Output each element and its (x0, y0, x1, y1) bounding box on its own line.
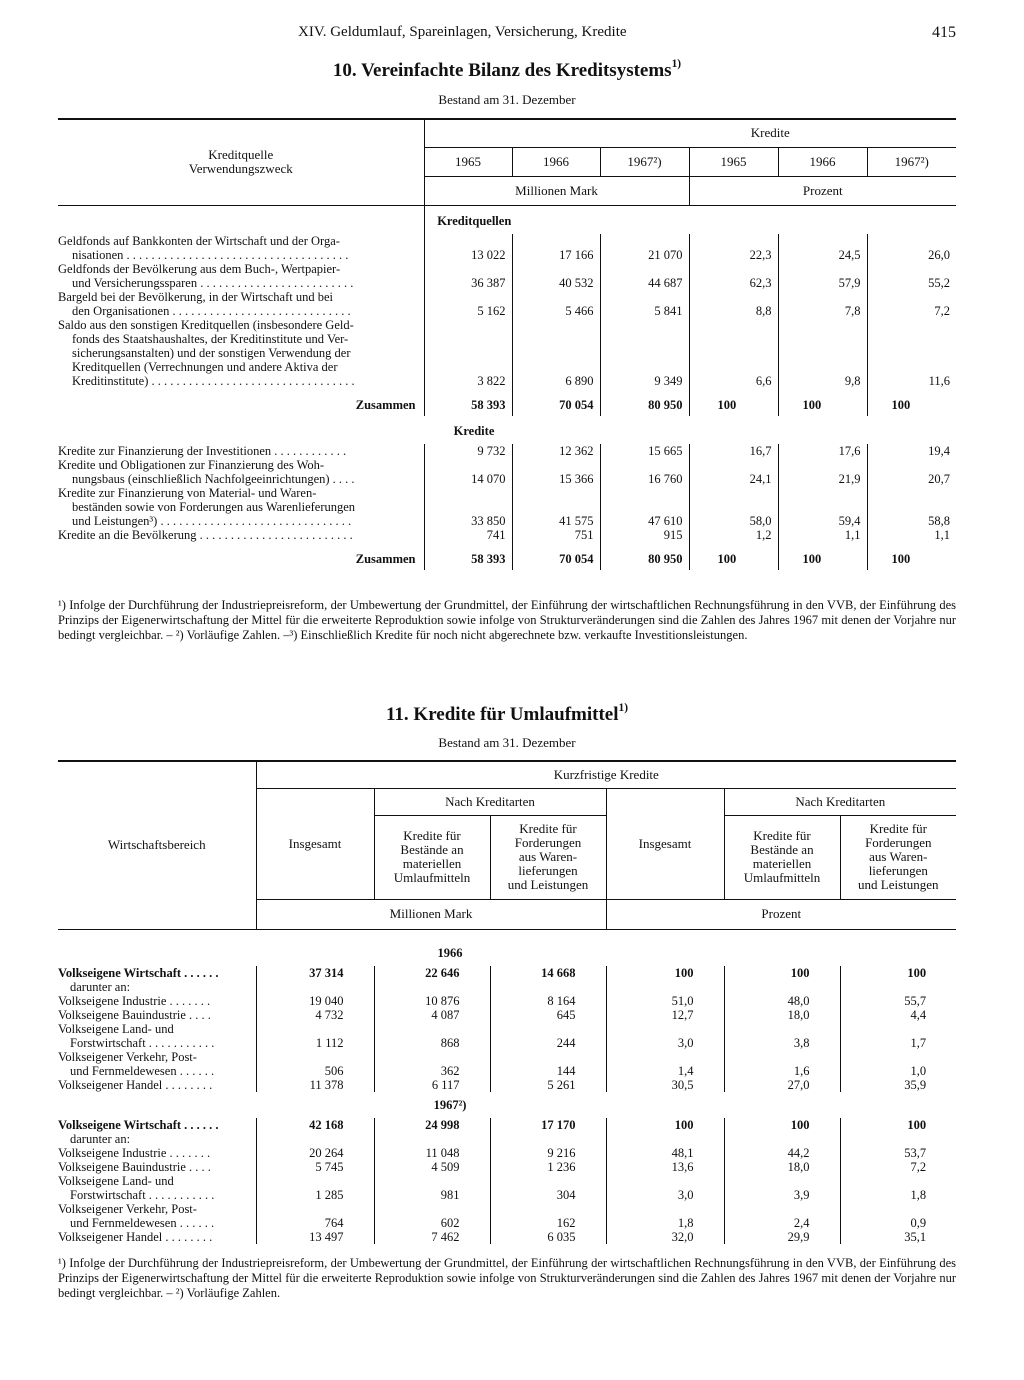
table11-cell: 645 (490, 1008, 606, 1022)
table11-row-label (58, 980, 256, 994)
table11-col-b: Kredite für Forderungen aus Waren- lieferungen und Leistungen (840, 815, 956, 899)
table10-cell: 1,2 (689, 528, 778, 542)
table11-row-label-text: Volkseigene Industrie . . . . . . . (58, 1146, 211, 1160)
table10-cell: 3 822 (424, 318, 512, 388)
table11-row (58, 1022, 956, 1050)
table11-cell: 29,9 (724, 1230, 840, 1244)
table11-cell: 3,0 (606, 1022, 724, 1050)
table11-cell: 6 035 (490, 1230, 606, 1244)
table10-total-cell: 100 (867, 388, 956, 416)
table11-cell: 764 (256, 1202, 374, 1230)
table11-cell: 19 040 (256, 994, 374, 1008)
table10-total-cell: 58 393 (424, 388, 512, 416)
table11-row-label (58, 1078, 256, 1092)
table11-row (58, 1118, 956, 1132)
table11-row-label (58, 1146, 256, 1160)
table11-cell: 8 164 (490, 994, 606, 1008)
table11-cell: 5 261 (490, 1078, 606, 1092)
table11-year-row (58, 940, 956, 966)
table11-row-label-text: und Fernmeldewesen . . . . . . (70, 1064, 215, 1078)
table11-cell: 1 285 (256, 1174, 374, 1202)
running-header (58, 24, 956, 46)
table11-cell: 30,5 (606, 1078, 724, 1092)
table11-row-label-text: darunter an: (70, 980, 131, 994)
table10-stub-head: Kreditquelle Verwendungszweck (58, 119, 424, 205)
table11-year-label: 1967²) (433, 1098, 467, 1112)
table11-cell: 1,4 (606, 1050, 724, 1078)
table11-footnote: ¹) Infolge der Durchführung der Industriepreisreform, der Umbewertung der Grundmittel, der Einführung der wirtschaftlichen Rechnungsführung in den VVB, der Einführung des Prinzips der Eigenerwirtschaftung der Mittel für die erweiterte Reproduktion sowie infolge von Strukturveränderungen sind die Zahlen des Jahres 1967 mit denen der Vorjahre nur bedingt vergleichbar. – ²) Vorläufige Zahlen. (58, 1256, 956, 1300)
table11-cell: 304 (490, 1174, 606, 1202)
table10-total-cell: 70 054 (512, 542, 600, 570)
table11-cell: 100 (840, 966, 956, 980)
table10-cell: 14 070 (424, 458, 512, 486)
table11-row-label-text: Volkseigener Handel . . . . . . . . (58, 1078, 213, 1092)
table11-cell: 506 (256, 1050, 374, 1078)
table11-cell: 1,6 (724, 1050, 840, 1078)
table11-col-b: Kredite für Forderungen aus Waren- lieferungen und Leistungen (490, 815, 606, 899)
table11-row (58, 1008, 956, 1022)
table10-unit-pct: Prozent (689, 176, 956, 205)
table11-cell: 7 462 (374, 1230, 490, 1244)
table11-cell: 11 048 (374, 1146, 490, 1160)
table11-cell: 35,1 (840, 1230, 956, 1244)
table11-cell: 27,0 (724, 1078, 840, 1092)
table11-cell (374, 980, 490, 994)
table10-cell: 5 841 (600, 290, 689, 318)
table10-cell: 6,6 (689, 318, 778, 388)
table11-col-a: Kredite für Bestände an materiellen Umlaufmitteln (374, 815, 490, 899)
table11-row-label-text: Forstwirtschaft . . . . . . . . . . . (70, 1036, 215, 1050)
table11-row (58, 1078, 956, 1092)
table10-cell: 9 732 (424, 444, 512, 458)
table11-cell: 100 (840, 1118, 956, 1132)
table10-cell: 17,6 (778, 444, 867, 458)
table11-row-label-text: Volkseigene Wirtschaft . . . . . . (58, 966, 219, 980)
table11-cell: 4 509 (374, 1160, 490, 1174)
table11-cell: 1,8 (840, 1174, 956, 1202)
table11-row-label (58, 1008, 256, 1022)
table10-title: 10. Vereinfachte Bilanz des Kreditsystems$^{1)}$ (332, 58, 682, 81)
table11-body (58, 940, 956, 1244)
table11-row (58, 1230, 956, 1244)
table11-cell: 1 112 (256, 1022, 374, 1050)
table11-cell: 18,0 (724, 1160, 840, 1174)
table10-cell: 20,7 (867, 458, 956, 486)
table11-row-label (58, 1160, 256, 1174)
table11-cell (256, 1132, 374, 1146)
table11-cell: 42 168 (256, 1118, 374, 1132)
table11-cell: 6 117 (374, 1078, 490, 1092)
table11-cell (256, 980, 374, 994)
table11-row-label-text: Volkseigener Handel . . . . . . . . (58, 1230, 213, 1244)
table10-cell: 24,1 (689, 458, 778, 486)
table11-row-label (58, 1230, 256, 1244)
table10-cell: 7,8 (778, 290, 867, 318)
table10-cell: 47 610 (600, 486, 689, 528)
table11-cell: 3,9 (724, 1174, 840, 1202)
table11-row (58, 994, 956, 1008)
table10-cell: 22,3 (689, 234, 778, 262)
table11-cell (490, 980, 606, 994)
table11-row (58, 980, 956, 994)
table10-year: 1965 (424, 147, 512, 176)
table11-subgroup: Nach Kreditarten (374, 788, 606, 815)
table10-total-cell: 100 (778, 388, 867, 416)
table10-cell: 36 387 (424, 262, 512, 290)
table10-cell: 1,1 (867, 528, 956, 542)
table10-cell: 57,9 (778, 262, 867, 290)
table10-cell: 44 687 (600, 262, 689, 290)
table11-cell: 20 264 (256, 1146, 374, 1160)
table11-col-total: Insgesamt (256, 788, 374, 899)
table11-cell: 602 (374, 1202, 490, 1230)
table11-cell: 100 (724, 966, 840, 980)
table10-cell: 9,8 (778, 318, 867, 388)
table10-year: 1966 (512, 147, 600, 176)
table11-subtitle: Bestand am 31. Dezember (438, 735, 576, 750)
table11-cell: 7,2 (840, 1160, 956, 1174)
table11-cell: 10 876 (374, 994, 490, 1008)
table11-cell: 4 087 (374, 1008, 490, 1022)
table11-cell: 55,7 (840, 994, 956, 1008)
table11-row-label (58, 1174, 256, 1202)
table11-cell (840, 1132, 956, 1146)
table11-year-row (58, 1092, 956, 1118)
table11-cell: 4,4 (840, 1008, 956, 1022)
table11-row (58, 1174, 956, 1202)
table10-cell: 21 070 (600, 234, 689, 262)
table11-cell: 362 (374, 1050, 490, 1078)
table11-cell: 100 (724, 1118, 840, 1132)
table11-cell: 244 (490, 1022, 606, 1050)
table11-cell: 24 998 (374, 1118, 490, 1132)
table10-cell: 751 (512, 528, 600, 542)
table11-row-label-text: Volkseigene Industrie . . . . . . . (58, 994, 211, 1008)
table11-subgroup: Nach Kreditarten (724, 788, 956, 815)
table11-col-a: Kredite für Bestände an materiellen Umlaufmitteln (724, 815, 840, 899)
table11-row-label (58, 1202, 256, 1230)
table11-cell: 48,1 (606, 1146, 724, 1160)
table11-row-label-text: Volkseigener Verkehr, Post- (58, 1050, 197, 1064)
table11-year (256, 1092, 956, 1118)
table11-row-label (58, 1132, 256, 1146)
table11-cell: 144 (490, 1050, 606, 1078)
table10-year: 1966 (778, 147, 867, 176)
table10-group-head: Kredite (424, 119, 956, 147)
table11-cell: 2,4 (724, 1202, 840, 1230)
table11-row-label (58, 1050, 256, 1078)
table10-cell: 12 362 (512, 444, 600, 458)
table11-col-total: Insgesamt (606, 788, 724, 899)
table10-cell: 33 850 (424, 486, 512, 528)
table11-cell: 1,7 (840, 1022, 956, 1050)
table10-cell: 26,0 (867, 234, 956, 262)
table11-cell: 37 314 (256, 966, 374, 980)
table11-row-label-text: Forstwirtschaft . . . . . . . . . . . (70, 1188, 215, 1202)
table11-row-label-text: Volkseigene Bauindustrie . . . . (58, 1160, 211, 1174)
table10-row-label: Geldfonds der Bevölkerung aus dem Buch-, Wertpapier- und Versicherungssparen . . . . . . . . . . . . . . . . . . . . . . . . . (58, 261, 354, 290)
table10-total-cell: 80 950 (600, 388, 689, 416)
table10-cell: 59,4 (778, 486, 867, 528)
table10-total-cell: 100 (689, 388, 778, 416)
table11-cell: 17 170 (490, 1118, 606, 1132)
table10-cell: 16,7 (689, 444, 778, 458)
table11-cell: 1,0 (840, 1050, 956, 1078)
table10-cell: 5 162 (424, 290, 512, 318)
table11-row (58, 1202, 956, 1230)
table11-cell: 868 (374, 1022, 490, 1050)
table10-total-cell: 58 393 (424, 542, 512, 570)
table10-cell: 58,8 (867, 486, 956, 528)
table11-row (58, 966, 956, 980)
table10-subtitle: Bestand am 31. Dezember (438, 92, 576, 107)
table10-cell: 16 760 (600, 458, 689, 486)
table11-cell: 32,0 (606, 1230, 724, 1244)
table10-footnote: ¹) Infolge der Durchführung der Industriepreisreform, der Umbewertung der Grundmittel, der Einführung der wirtschaftlichen Rechnungsführung in den VVB, der Einführung des Prinzips der Eigenerwirtschaftung der Mittel für die erweiterte Reproduktion sowie infolge von Strukturveränderungen sind die Zahlen des Jahres 1967 mit denen der Vorjahre nur bedingt vergleichbar. – ²) Vorläufige Zahlen. –³) Einschließlich Kredite für noch nicht abgerechnete bzw. verkaufte Investitionsleistungen. (58, 598, 956, 642)
table10-cell: 9 349 (600, 318, 689, 388)
table11-group-head: Kurzfristige Kredite (256, 761, 956, 788)
table10-cell: 24,5 (778, 234, 867, 262)
table11-row (58, 1160, 956, 1174)
table10-row-label: Kredite und Obligationen zur Finanzierung des Woh- nungsbaus (einschließlich Nachfolgeeinrichtungen) . . . . (58, 457, 355, 486)
table11-cell (724, 1132, 840, 1146)
table11-cell: 981 (374, 1174, 490, 1202)
table10-row-label: Geldfonds auf Bankkonten der Wirtschaft und der Orga- nisationen . . . . . . . . . . . . . . . . . . . . . . . . . . . . . . . . . . . . (58, 233, 349, 262)
table10-cell: 6 890 (512, 318, 600, 388)
table11-year-label: 1966 (437, 946, 463, 960)
table11-row-label-text: Volkseigener Verkehr, Post- (58, 1202, 197, 1216)
table11-cell: 1 236 (490, 1160, 606, 1174)
table11-row-label (58, 966, 256, 980)
table11-cell: 1,8 (606, 1202, 724, 1230)
table11-cell: 51,0 (606, 994, 724, 1008)
table10-cell: 41 575 (512, 486, 600, 528)
table11-row-label (58, 994, 256, 1008)
table10 (58, 118, 956, 570)
table11 (58, 760, 956, 930)
table10-total-label: Zusammen (355, 551, 416, 566)
table10-year: 1967²) (867, 147, 956, 176)
table11-cell: 0,9 (840, 1202, 956, 1230)
table10-total-cell: 70 054 (512, 388, 600, 416)
table10-cell: 58,0 (689, 486, 778, 528)
table11-row-label-text: Volkseigene Land- und (58, 1174, 174, 1188)
table11-stub-head: Wirtschaftsbereich (58, 761, 256, 929)
table11-cell (606, 1132, 724, 1146)
table11-cell: 3,0 (606, 1174, 724, 1202)
table10-row-label: Saldo aus den sonstigen Kreditquellen (insbesondere Geld- fonds des Staatshaushaltes, der Kreditinstitute und Ver- sicherungsanstalten) und der sonstigen Verwendung der Kreditquellen (Verrechnungen und andere Aktiva der Kreditinstitute) . . . . . . . . . . . . . . . . . . . . . . . . . . . . . . . . . (58, 317, 355, 388)
table11-cell: 48,0 (724, 994, 840, 1008)
table10-row-label: Kredite an die Bevölkerung . . . . . . . . . . . . . . . . . . . . . . . . . (58, 527, 353, 542)
table10-cell: 21,9 (778, 458, 867, 486)
table10-section-kredite: Kredite (453, 423, 495, 438)
table10-year: 1965 (689, 147, 778, 176)
table10-total-cell: 100 (689, 542, 778, 570)
table11-row-label (58, 1022, 256, 1050)
table11-cell (374, 1132, 490, 1146)
table11-cell: 13 497 (256, 1230, 374, 1244)
table11-cell: 18,0 (724, 1008, 840, 1022)
table11-cell: 13,6 (606, 1160, 724, 1174)
table11-cell (490, 1132, 606, 1146)
table11-year (256, 940, 956, 966)
table11-unit-abs: Millionen Mark (256, 899, 606, 929)
table11-cell: 3,8 (724, 1022, 840, 1050)
table11-cell: 9 216 (490, 1146, 606, 1160)
table10-cell: 55,2 (867, 262, 956, 290)
table10-cell: 17 166 (512, 234, 600, 262)
table11-title: 11. Kredite für Umlaufmittel$^{1)}$ (385, 702, 629, 725)
table11-cell: 5 745 (256, 1160, 374, 1174)
table11-cell: 35,9 (840, 1078, 956, 1092)
table11-cell (840, 980, 956, 994)
table11-row (58, 1132, 956, 1146)
table10-row-label: Kredite zur Finanzierung von Material- und Waren- beständen sowie von Forderungen aus Warenlieferungen und Leistungen³) . . . . . . . . . . . . . . . . . . . . . . . . . . . . . . . (58, 485, 356, 528)
table11-cell: 14 668 (490, 966, 606, 980)
page-number: 415 (932, 24, 956, 41)
table11-row (58, 1050, 956, 1078)
table10-cell: 15 366 (512, 458, 600, 486)
table10-cell: 5 466 (512, 290, 600, 318)
table11-cell: 44,2 (724, 1146, 840, 1160)
table11-cell (606, 980, 724, 994)
table11-cell: 162 (490, 1202, 606, 1230)
table11-cell: 11 378 (256, 1078, 374, 1092)
table11-unit-pct: Prozent (606, 899, 956, 929)
table10-cell: 8,8 (689, 290, 778, 318)
table11-row-label-text: darunter an: (70, 1132, 131, 1146)
table10-unit-abs: Millionen Mark (424, 176, 689, 205)
table11-cell: 22 646 (374, 966, 490, 980)
table11-cell: 4 732 (256, 1008, 374, 1022)
table10-section-kreditquellen: Kreditquellen (424, 205, 956, 234)
running-title: XIV. Geldumlauf, Spareinlagen, Versicherung, Kredite (298, 24, 627, 40)
table11-row-label-text: Volkseigene Land- und (58, 1022, 174, 1036)
table10-cell: 7,2 (867, 290, 956, 318)
table11-row-label-text: Volkseigene Bauindustrie . . . . (58, 1008, 211, 1022)
table11-cell (724, 980, 840, 994)
table10-total-cell: 100 (778, 542, 867, 570)
table10-cell: 13 022 (424, 234, 512, 262)
table11-cell: 12,7 (606, 1008, 724, 1022)
table11-row-label-text: und Fernmeldewesen . . . . . . (70, 1216, 215, 1230)
table11-cell: 100 (606, 1118, 724, 1132)
table11-cell: 53,7 (840, 1146, 956, 1160)
table10-cell: 1,1 (778, 528, 867, 542)
table11-cell: 100 (606, 966, 724, 980)
table10-cell: 40 532 (512, 262, 600, 290)
table11-row-label (58, 1118, 256, 1132)
table10-total-cell: 100 (867, 542, 956, 570)
table10-row-label: Bargeld bei der Bevölkerung, in der Wirtschaft und bei den Organisationen . . . . . . . . . . . . . . . . . . . . . . . . . . . . . (58, 289, 351, 318)
table10-cell: 11,6 (867, 318, 956, 388)
table10-cell: 741 (424, 528, 512, 542)
table10-cell: 15 665 (600, 444, 689, 458)
table10-row-label: Kredite zur Finanzierung der Investitionen . . . . . . . . . . . . (58, 443, 347, 458)
table10-total-label: Zusammen (355, 397, 416, 412)
table10-year: 1967²) (600, 147, 689, 176)
table11-row-label-text: Volkseigene Wirtschaft . . . . . . (58, 1118, 219, 1132)
table11-row (58, 1146, 956, 1160)
table10-cell: 915 (600, 528, 689, 542)
table10-cell: 19,4 (867, 444, 956, 458)
table10-cell: 62,3 (689, 262, 778, 290)
table10-total-cell: 80 950 (600, 542, 689, 570)
